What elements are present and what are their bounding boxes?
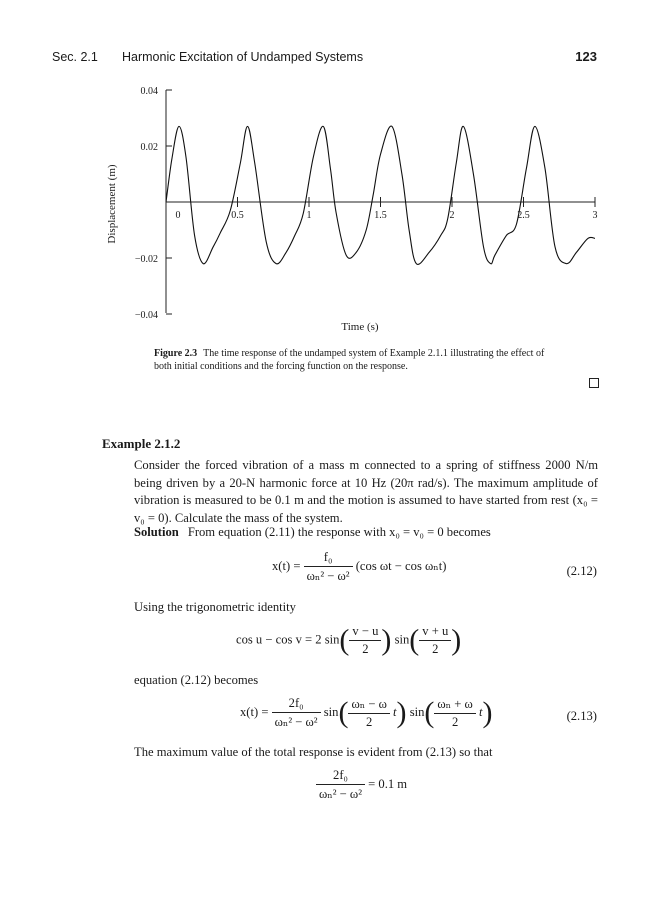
eq213-inner-num-2: ωₙ + ω: [434, 696, 475, 714]
eqmax-fraction: [316, 768, 365, 802]
identity-den-2: 2: [432, 642, 439, 656]
displacement-chart: [0, 0, 647, 345]
paren-open: (: [339, 623, 350, 657]
eq212-numerator: f₀: [304, 550, 353, 567]
solution-label: Solution: [134, 525, 179, 539]
y-tick-label: −0.02: [134, 254, 158, 265]
y-axis-label: Displacement (m): [106, 164, 118, 244]
paren-open: (: [409, 623, 420, 657]
eq212-lhs: x(t) =: [272, 558, 301, 573]
identity-sin: sin: [394, 632, 410, 647]
paren-close: ): [381, 623, 392, 657]
becomes-text: equation (2.12) becomes: [134, 673, 259, 687]
eq213-sin-2: sin: [409, 704, 425, 719]
example-paragraph: Consider the forced vibration of a mass m connected to a spring of stiffness 2000 N/m being driven by a 20-N harmonic force at 10 Hz (20π rad/s). The maximum amplitude of vibration is measured to be 0.1 m and the motion is assumed to have started from rest (x₀ = v₀ = 0). Calculate the mass of the system.: [134, 458, 598, 525]
section-title: Harmonic Excitation of Undamped Systems: [122, 50, 364, 64]
x-tick-label: 3: [592, 210, 598, 221]
eq213-inner-den-2: 2: [451, 715, 459, 729]
section-label: Sec. 2.1: [52, 50, 98, 64]
eq213-numerator: 2f₀: [272, 696, 321, 713]
eq213-sin-1: sin: [323, 704, 339, 719]
identity-den-1: 2: [362, 642, 369, 656]
paren-close: ): [482, 696, 493, 729]
identity-fraction-2: [419, 624, 451, 657]
x-tick-label: 1.5: [374, 210, 387, 221]
x-tick-label: 2: [449, 210, 455, 221]
x-tick-label: 0: [175, 210, 181, 221]
eq213-t-1: t: [393, 704, 397, 719]
equation-2-12: [272, 550, 446, 584]
y-tick-label: 0.04: [140, 86, 158, 97]
y-tick-label: 0.02: [140, 142, 158, 153]
max-amplitude-equation: [316, 768, 407, 802]
solution-text: From equation (2.11) the response with x₀ = v₀ = 0 becomes: [187, 525, 491, 539]
eq213-t-2: t: [478, 704, 483, 719]
solution-line: [134, 525, 491, 540]
end-of-example-box: [589, 378, 599, 388]
eq213-inner-fraction-2: [434, 696, 475, 730]
x-tick-label: 1: [306, 210, 312, 221]
eq213-inner-den-1: 2: [366, 715, 373, 729]
x-tick-label: 0.5: [231, 210, 244, 221]
eqmax-denominator: ωₙ² − ω²: [319, 787, 362, 801]
equation-number-2-13: (2.13): [566, 709, 597, 723]
identity-fraction-1: [349, 624, 381, 657]
eq212-rhs: (cos ωt − cos ωₙt): [355, 558, 447, 573]
figure-label: Figure 2.3: [154, 348, 198, 359]
identity-intro: Using the trigonometric identity: [134, 600, 296, 614]
equation-number-2-12: (2.12): [566, 564, 597, 578]
series-line-xt: [166, 126, 595, 264]
paren-open: (: [424, 696, 435, 729]
figure-caption: [154, 347, 564, 373]
example-heading: Example 2.1.2: [102, 436, 181, 451]
eq212-denominator: ωₙ² − ω²: [306, 569, 350, 583]
eq213-lhs: x(t) =: [240, 704, 269, 719]
paren-close: ): [396, 696, 407, 729]
eq213-denominator: ωₙ² − ω²: [274, 715, 318, 729]
eq213-inner-num-1: ωₙ − ω: [348, 696, 389, 714]
eqmax-numerator: 2f₀: [316, 768, 365, 785]
eqmax-rhs: = 0.1 m: [368, 776, 408, 791]
paren-close: ): [451, 623, 462, 657]
eq212-fraction: [304, 550, 353, 584]
identity-lhs: cos u − cos v = 2 sin: [236, 632, 340, 647]
identity-num-2: v + u: [419, 624, 451, 641]
identity-num-1: v − u: [349, 624, 381, 641]
chart-series: [166, 126, 595, 264]
equation-2-13: [240, 696, 492, 730]
trig-identity: [236, 624, 461, 657]
figure-caption-text: The time response of the undamped system of Example 2.1.1 illustrating the effect of both initial conditions and the forcing function on the response.: [154, 348, 545, 372]
max-value-text: The maximum value of the total response is evident from (2.13) so that: [134, 745, 493, 759]
x-axis-label: Time (s): [341, 321, 379, 333]
y-tick-label: −0.04: [134, 310, 158, 321]
page-number: 123: [575, 49, 597, 64]
eq213-inner-fraction-1: [348, 696, 389, 730]
x-tick-label: 2.5: [517, 210, 530, 221]
eq213-fraction: [272, 696, 321, 730]
paren-open: (: [338, 696, 349, 729]
